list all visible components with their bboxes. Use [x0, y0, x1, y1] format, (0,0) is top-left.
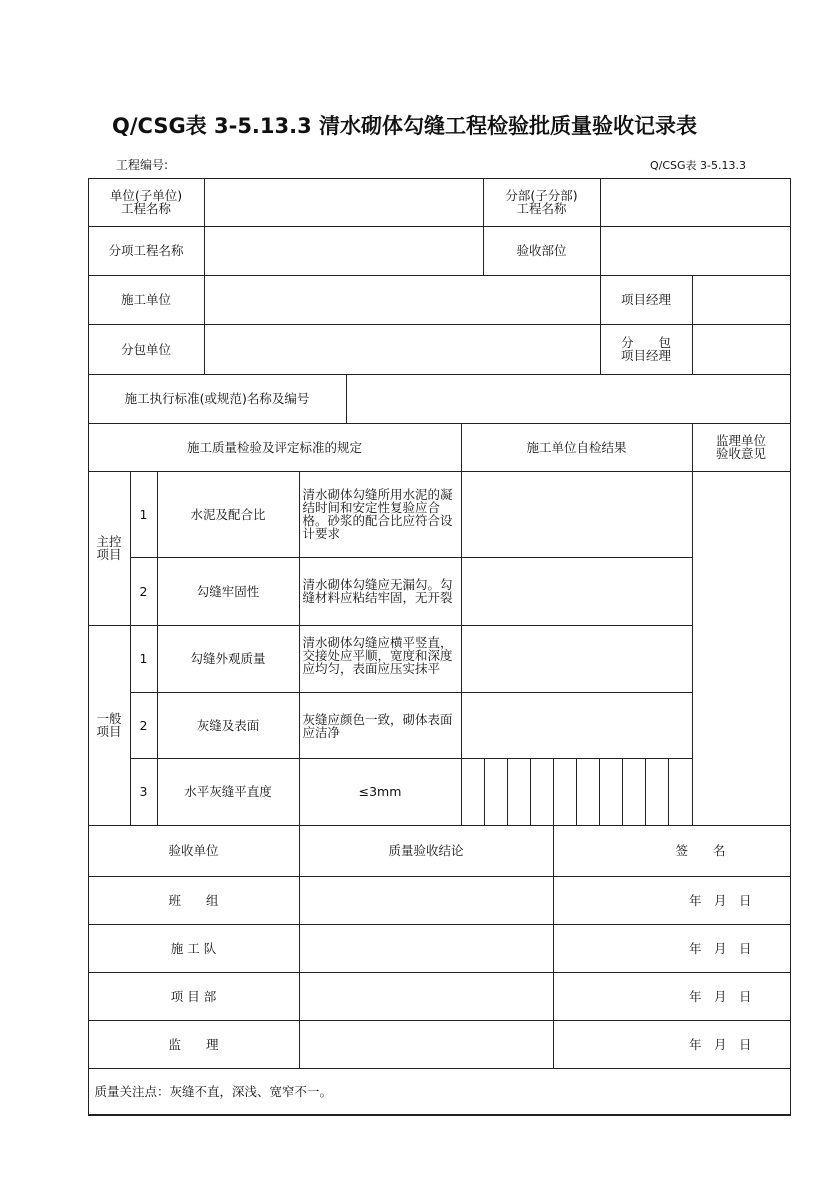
- label-item-name: 分项工程名称: [88, 226, 205, 276]
- contractor-field[interactable]: [204, 275, 601, 325]
- col-self-check: 施工单位自检结果: [461, 423, 693, 472]
- measure-cell[interactable]: [461, 758, 485, 826]
- col-conclusion: 质量验收结论: [299, 825, 554, 877]
- measure-cell[interactable]: [507, 758, 531, 826]
- general-group-label: 一般 项目: [88, 625, 131, 826]
- main-2-result[interactable]: [461, 557, 693, 626]
- label-project-manager: 项目经理: [600, 275, 693, 325]
- general-2-name: 灰缝及表面: [157, 692, 300, 759]
- label-sub-manager: 分 包 项目经理: [600, 324, 693, 375]
- subcontractor-field[interactable]: [204, 324, 601, 375]
- sign-date[interactable]: 年 月 日: [553, 1020, 791, 1069]
- form-code: Q/CSG表 3-5.13.3: [650, 159, 747, 172]
- general-3-name: 水平灰缝平直度: [157, 758, 300, 826]
- label-contractor: 施工单位: [88, 275, 205, 325]
- conclusion-field[interactable]: [299, 1020, 554, 1069]
- sign-date[interactable]: 年 月 日: [553, 876, 791, 925]
- unit-name-field[interactable]: [204, 178, 484, 227]
- measure-cell[interactable]: [599, 758, 623, 826]
- general-2-result[interactable]: [461, 692, 693, 759]
- col-supervisor: 监理单位 验收意见: [692, 423, 791, 472]
- supervisor-opinion-field[interactable]: [692, 471, 791, 826]
- main-1-result[interactable]: [461, 471, 693, 558]
- col-accept-unit: 验收单位: [88, 825, 300, 877]
- measure-cell[interactable]: [668, 758, 693, 826]
- sign-date[interactable]: 年 月 日: [553, 924, 791, 973]
- main-1-no: 1: [130, 471, 158, 558]
- measure-cell[interactable]: [576, 758, 600, 826]
- measure-cell[interactable]: [530, 758, 554, 826]
- col-spec: 施工质量检验及评定标准的规定: [88, 423, 462, 472]
- sign-date[interactable]: 年 月 日: [553, 972, 791, 1021]
- general-1-req: 清水砌体勾缝应横平竖直，交接处应平顺，宽度和深度应均匀，表面应压实抹平: [299, 625, 462, 693]
- measure-cell[interactable]: [645, 758, 669, 826]
- item-name-field[interactable]: [204, 226, 484, 276]
- page-title: Q/CSG表 3-5.13.3 清水砌体勾缝工程检验批质量验收记录表: [112, 114, 698, 138]
- general-1-name: 勾缝外观质量: [157, 625, 300, 693]
- conclusion-field[interactable]: [299, 924, 554, 973]
- main-1-name: 水泥及配合比: [157, 471, 300, 558]
- general-1-result[interactable]: [461, 625, 693, 693]
- main-1-req: 清水砌体勾缝所用水泥的凝结时间和安定性复验应合格。砂浆的配合比应符合设计要求: [299, 471, 462, 558]
- general-2-req: 灰缝应颜色一致，砌体表面应洁净: [299, 692, 462, 759]
- conclusion-field[interactable]: [299, 972, 554, 1021]
- measure-cell[interactable]: [553, 758, 577, 826]
- main-group-label: 主控 项目: [88, 471, 131, 626]
- label-division-name: 分部(子分部) 工程名称: [483, 178, 601, 227]
- project-manager-field[interactable]: [692, 275, 791, 325]
- general-3-req: ≤3mm: [299, 758, 462, 826]
- label-standard: 施工执行标准(或规范)名称及编号: [88, 374, 347, 424]
- col-sign: 签 名: [553, 825, 791, 877]
- label-subcontractor: 分包单位: [88, 324, 205, 375]
- measure-cell[interactable]: [622, 758, 646, 826]
- sign-row-name: 施 工 队: [88, 924, 300, 973]
- main-2-req: 清水砌体勾缝应无漏勾。勾缝材料应粘结牢固，无开裂: [299, 557, 462, 626]
- sub-manager-field[interactable]: [692, 324, 791, 375]
- general-1-no: 1: [130, 625, 158, 693]
- accept-part-field[interactable]: [600, 226, 791, 276]
- general-2-no: 2: [130, 692, 158, 759]
- division-name-field[interactable]: [600, 178, 791, 227]
- quality-note: 质量关注点：灰缝不直，深浅、宽窄不一。: [88, 1068, 791, 1116]
- sign-row-name: 项 目 部: [88, 972, 300, 1021]
- main-2-no: 2: [130, 557, 158, 626]
- conclusion-field[interactable]: [299, 876, 554, 925]
- general-3-no: 3: [130, 758, 158, 826]
- main-2-name: 勾缝牢固性: [157, 557, 300, 626]
- standard-field[interactable]: [346, 374, 791, 424]
- sign-row-name: 班 组: [88, 876, 300, 925]
- label-unit-name: 单位(子单位) 工程名称: [88, 178, 205, 227]
- label-accept-part: 验收部位: [483, 226, 601, 276]
- sign-row-name: 监 理: [88, 1020, 300, 1069]
- project-no-label: 工程编号:: [116, 158, 169, 172]
- measure-cell[interactable]: [484, 758, 508, 826]
